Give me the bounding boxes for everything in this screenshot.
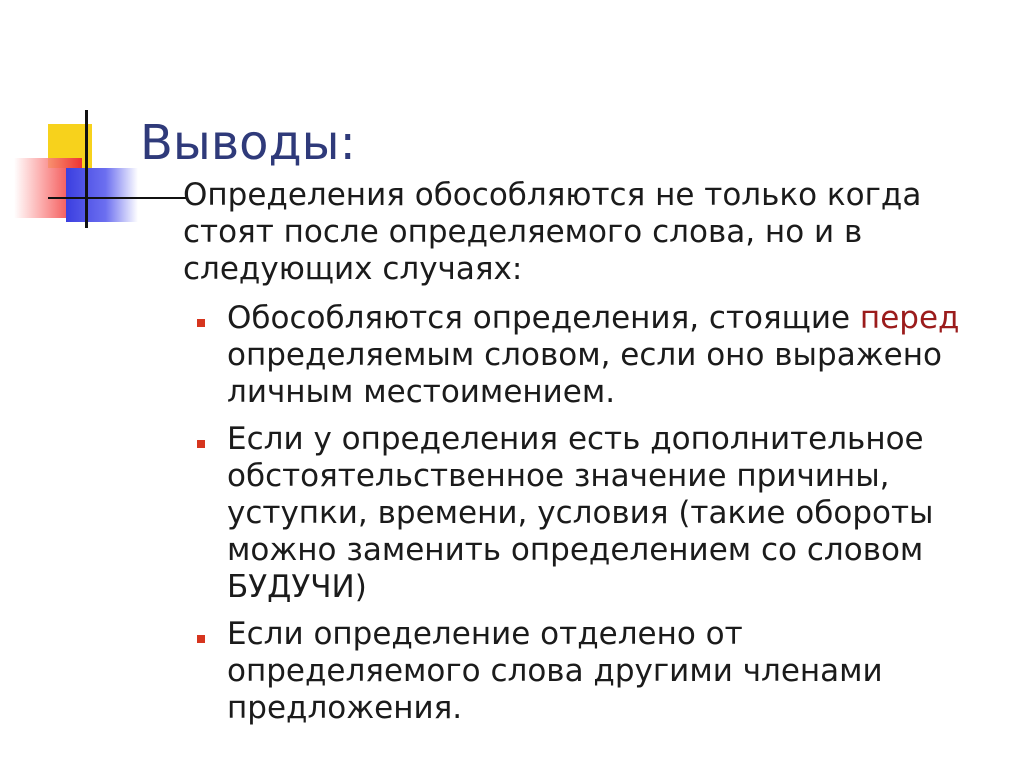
bullet-3-text: Если определение отделено от определяемого слова другими членами предложения.	[227, 616, 883, 726]
bullet-1-text-end: определяемым словом, если оно выражено личным местоимением.	[227, 337, 942, 410]
square-bullet-icon	[197, 440, 205, 448]
intro-paragraph: Определения обособляются не только когда стоят после определяемого слова, но и в следующих случаях:	[183, 177, 922, 287]
vertical-line-decoration	[85, 110, 88, 228]
bullet-2-text: Если у определения есть дополнительное обстоятельственное значение причины, уступки, времени, условия (такие обороты можно заменить определением со словом БУДУЧИ)	[227, 421, 934, 605]
bullet-item-2	[192, 421, 992, 606]
bullet-item-3	[192, 616, 992, 727]
horizontal-line-decoration	[48, 197, 188, 199]
bullet-list	[192, 300, 992, 737]
blue-square-decoration	[66, 168, 138, 222]
decorative-squares	[0, 0, 160, 240]
square-bullet-icon	[197, 635, 205, 643]
bullet-1-accent-word: перед	[859, 300, 960, 336]
slide-title: Выводы:	[140, 115, 356, 171]
square-bullet-icon	[197, 319, 205, 327]
bullet-1-text-start: Обособляются определения, стоящие	[227, 300, 860, 336]
bullet-item-1	[192, 300, 992, 411]
